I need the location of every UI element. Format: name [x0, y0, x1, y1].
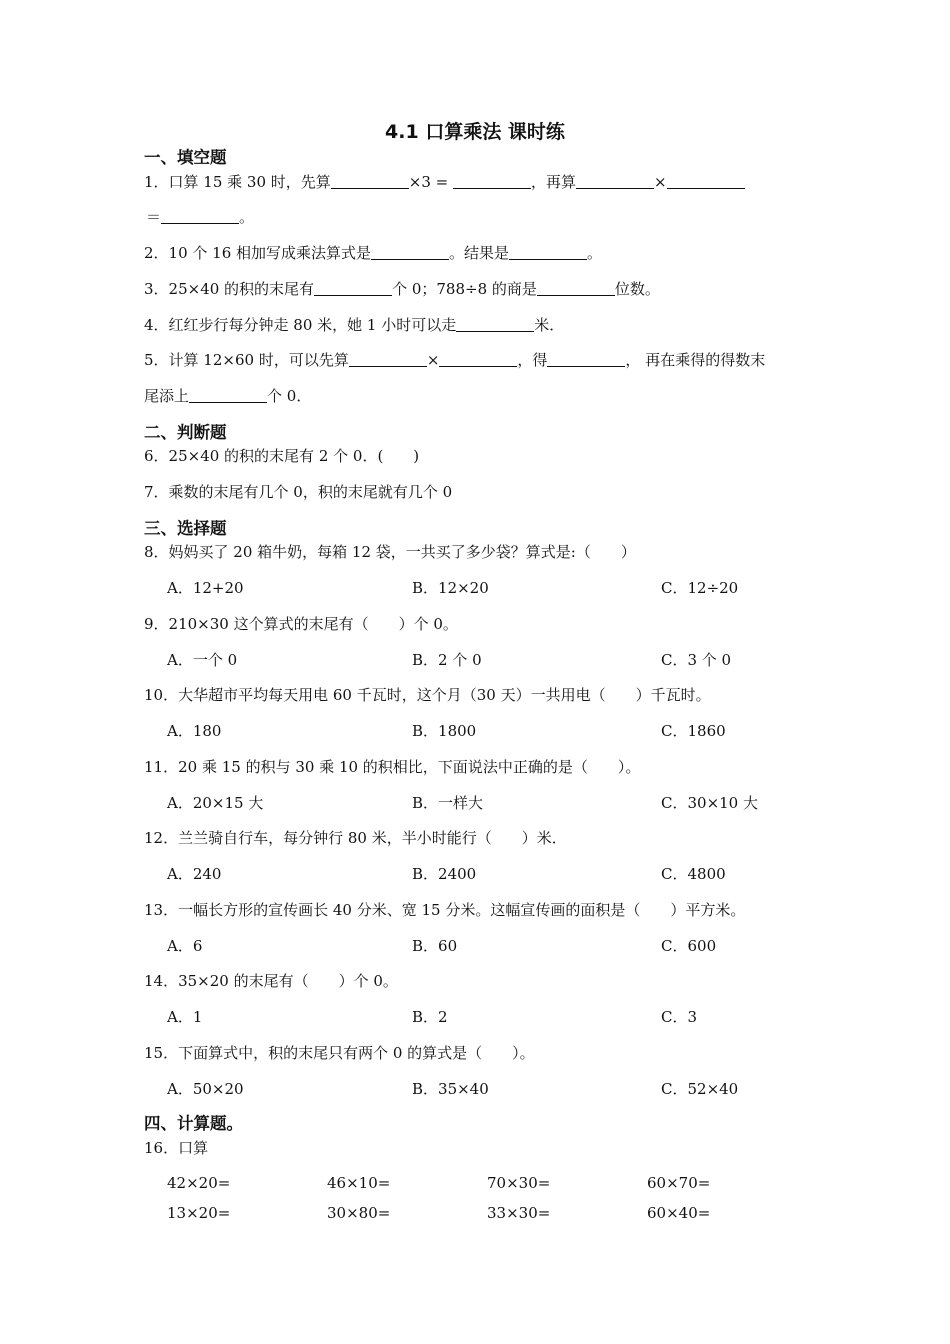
choice-question: 10．大华超市平均每天用电 60 千瓦时，这个月（30 天）一共用电（ ）千瓦时。 [144, 686, 711, 704]
choice-option-c[interactable]: C．4800 [661, 865, 726, 883]
question-2 [144, 243, 602, 263]
q1-text-f: 。 [239, 208, 255, 226]
choice-question: 15．下面算式中，积的末尾只有两个 0 的算式是（ ）。 [144, 1044, 535, 1062]
q2-text-c: 。 [587, 244, 603, 262]
calc-item: 60×70= [647, 1174, 711, 1192]
choice-option-c[interactable]: C．600 [661, 937, 717, 955]
question-5-cont [144, 386, 311, 406]
choice-question: 13．一幅长方形的宣传画长 40 分米、宽 15 分米。这幅宣传画的面积是（ ）平方米。 [144, 901, 746, 919]
q3-text-a: 3．25×40 的积的末尾有 [144, 280, 315, 298]
choice-question: 9．210×30 这个算式的末尾有（ ）个 0。 [144, 615, 458, 633]
choice-option-a[interactable]: A．一个 0 [167, 651, 238, 669]
q1-text-c: ，再算 [531, 173, 577, 191]
choice-option-a[interactable]: A．1 [167, 1008, 203, 1026]
choice-option-a[interactable]: A．12+20 [167, 579, 244, 597]
q5-text-c: ，得 [517, 351, 548, 369]
question-16: 16．口算 [144, 1139, 209, 1157]
answer-blank[interactable] [453, 172, 531, 189]
q3-text-b: 个 0；788÷8 的商是 [392, 280, 537, 298]
question-5 [144, 350, 765, 370]
q4-text-a: 4．红红步行每分钟走 80 米，她 1 小时可以走 [144, 316, 457, 334]
choice-question: 8．妈妈买了 20 箱牛奶，每箱 12 袋，一共买了多少袋？算式是:（ ） [144, 543, 636, 561]
section-heading-fill: 一、填空题 [144, 148, 227, 167]
question-7: 7．乘数的末尾有几个 0，积的末尾就有几个 0 [144, 483, 453, 501]
choice-option-b[interactable]: B．2400 [412, 865, 477, 883]
calc-item: 60×40= [647, 1204, 711, 1222]
choice-option-a[interactable]: A．240 [167, 865, 222, 883]
choice-option-c[interactable]: C．12÷20 [661, 579, 739, 597]
q5-text-f: 个 0． [267, 387, 312, 405]
q1-text-a: 1．口算 15 乘 30 时，先算 [144, 173, 331, 191]
answer-blank[interactable] [509, 243, 587, 260]
answer-blank[interactable] [576, 172, 654, 189]
question-1 [144, 172, 745, 192]
answer-blank[interactable] [667, 172, 745, 189]
calc-item: 42×20= [167, 1174, 231, 1192]
answer-blank[interactable] [537, 279, 615, 296]
answer-blank[interactable] [456, 315, 534, 332]
choice-option-b[interactable]: B．1800 [412, 722, 477, 740]
section-heading-calc: 四、计算题。 [144, 1114, 243, 1133]
choice-option-c[interactable]: C．3 [661, 1008, 698, 1026]
choice-option-b[interactable]: B．12×20 [412, 579, 489, 597]
calc-item: 30×80= [327, 1204, 391, 1222]
question-4 [144, 315, 564, 335]
choice-option-b[interactable]: B．35×40 [412, 1080, 489, 1098]
calc-item: 13×20= [167, 1204, 231, 1222]
choice-option-b[interactable]: B．一样大 [412, 794, 484, 812]
answer-blank[interactable] [371, 243, 449, 260]
question-3 [144, 279, 660, 299]
calc-item: 70×30= [487, 1174, 551, 1192]
calc-item: 33×30= [487, 1204, 551, 1222]
calc-item: 46×10= [327, 1174, 391, 1192]
q4-text-b: 米． [534, 316, 565, 334]
choice-option-a[interactable]: A．180 [167, 722, 222, 740]
question-1-cont [146, 207, 254, 227]
choice-option-c[interactable]: C．30×10 大 [661, 794, 758, 812]
answer-blank[interactable] [349, 350, 427, 367]
answer-blank[interactable] [547, 350, 625, 367]
choice-option-c[interactable]: C．52×40 [661, 1080, 739, 1098]
choice-question: 11．20 乘 15 的积与 30 乘 10 的积相比，下面说法中正确的是（ ）。 [144, 758, 641, 776]
choice-option-b[interactable]: B．2 个 0 [412, 651, 482, 669]
q1-text-e: ＝ [146, 208, 162, 226]
answer-blank[interactable] [331, 172, 409, 189]
answer-blank[interactable] [161, 207, 239, 224]
choice-option-c[interactable]: C．1860 [661, 722, 726, 740]
choice-option-a[interactable]: A．50×20 [167, 1080, 244, 1098]
section-heading-judge: 二、判断题 [144, 423, 227, 442]
choice-option-a[interactable]: A．20×15 大 [167, 794, 264, 812]
question-6: 6．25×40 的积的末尾有 2 个 0．( ) [144, 447, 420, 465]
section-heading-choice: 三、选择题 [144, 519, 227, 538]
answer-blank[interactable] [189, 386, 267, 403]
q5-text-d: ， 再在乘得的得数末 [625, 351, 766, 369]
q5-text-e: 尾添上 [144, 387, 190, 405]
q3-text-c: 位数。 [614, 280, 660, 298]
choice-option-b[interactable]: B．2 [412, 1008, 448, 1026]
choice-option-c[interactable]: C．3 个 0 [661, 651, 732, 669]
answer-blank[interactable] [314, 279, 392, 296]
q5-text-b: × [426, 351, 440, 369]
page-title: 4.1 口算乘法 课时练 [385, 121, 565, 143]
q2-text-a: 2．10 个 16 相加写成乘法算式是 [144, 244, 372, 262]
q5-text-a: 5．计算 12×60 时，可以先算 [144, 351, 349, 369]
q2-text-b: 。结果是 [449, 244, 510, 262]
choice-question: 14．35×20 的末尾有（ ）个 0。 [144, 972, 398, 990]
q1-text-d: × [654, 173, 667, 191]
q1-text-b: ×3 = [408, 173, 449, 191]
answer-blank[interactable] [439, 350, 517, 367]
choice-question: 12．兰兰骑自行车，每分钟行 80 米，半小时能行（ ）米． [144, 829, 567, 847]
choice-option-b[interactable]: B．60 [412, 937, 458, 955]
choice-option-a[interactable]: A．6 [167, 937, 203, 955]
